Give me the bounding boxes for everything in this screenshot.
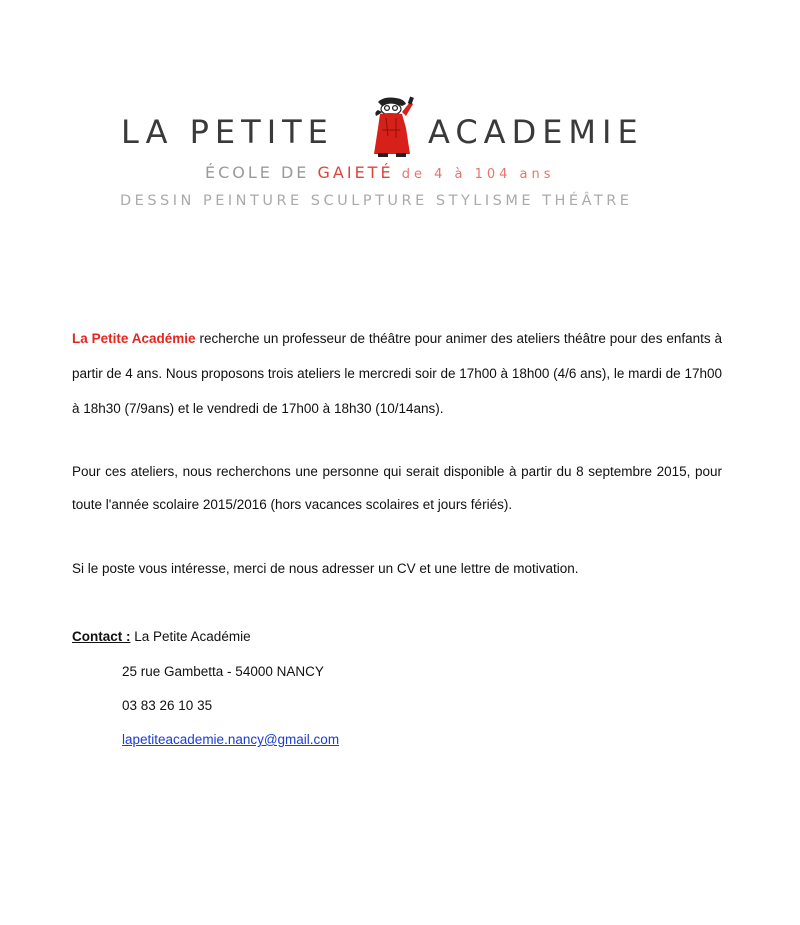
- letterhead: [0, 0, 800, 230]
- mascot-icon: [366, 96, 418, 158]
- contact-name: La Petite Académie: [130, 629, 251, 644]
- contact-phone: 03 83 26 10 35: [122, 698, 213, 713]
- contact-email-link[interactable]: lapetiteacademie.nancy@gmail.com: [122, 732, 340, 747]
- tagline-gaiete: GAIETÉ: [317, 163, 394, 182]
- paragraph-intro-text: recherche un professeur de théâtre pour animer des ateliers théâtre pour des enfants à partir de 4 ans. Nous proposons trois ateliers le mercredi soir de 17h00 à 18h00 (4/6 ans), le mardi de 17h00 à 18h30 (7/9ans) et le vendredi de 17h00 à 18h30 (10/14ans).: [72, 331, 722, 416]
- paragraph-intro: [72, 321, 722, 426]
- paragraph-application: Si le poste vous intéresse, merci de nous adresser un CV et une lettre de motivation.: [72, 561, 579, 576]
- contact-address: 25 rue Gambetta - 54000 NANCY: [122, 664, 324, 679]
- tagline-school: ÉCOLE DE: [205, 163, 318, 182]
- brand-name: La Petite Académie: [72, 331, 196, 346]
- tagline-ages: de 4 à 104 ans: [393, 167, 555, 182]
- logo-text-left: LA PETITE: [121, 113, 334, 151]
- tagline: [205, 164, 555, 184]
- contact-label: Contact :: [72, 629, 131, 644]
- logo-text-right: ACADEMIE: [428, 113, 644, 151]
- paragraph-availability: Pour ces ateliers, nous recherchons une personne qui serait disponible à partir du 8 septembre 2015, pour toute l'année scolaire 2015/2016 (hors vacances scolaires et jours fériés).: [72, 464, 722, 512]
- disciplines-line: DESSIN PEINTURE SCULPTURE STYLISME THÉÂTRE: [120, 193, 633, 209]
- contact-line: [72, 627, 251, 647]
- logo: [0, 96, 800, 156]
